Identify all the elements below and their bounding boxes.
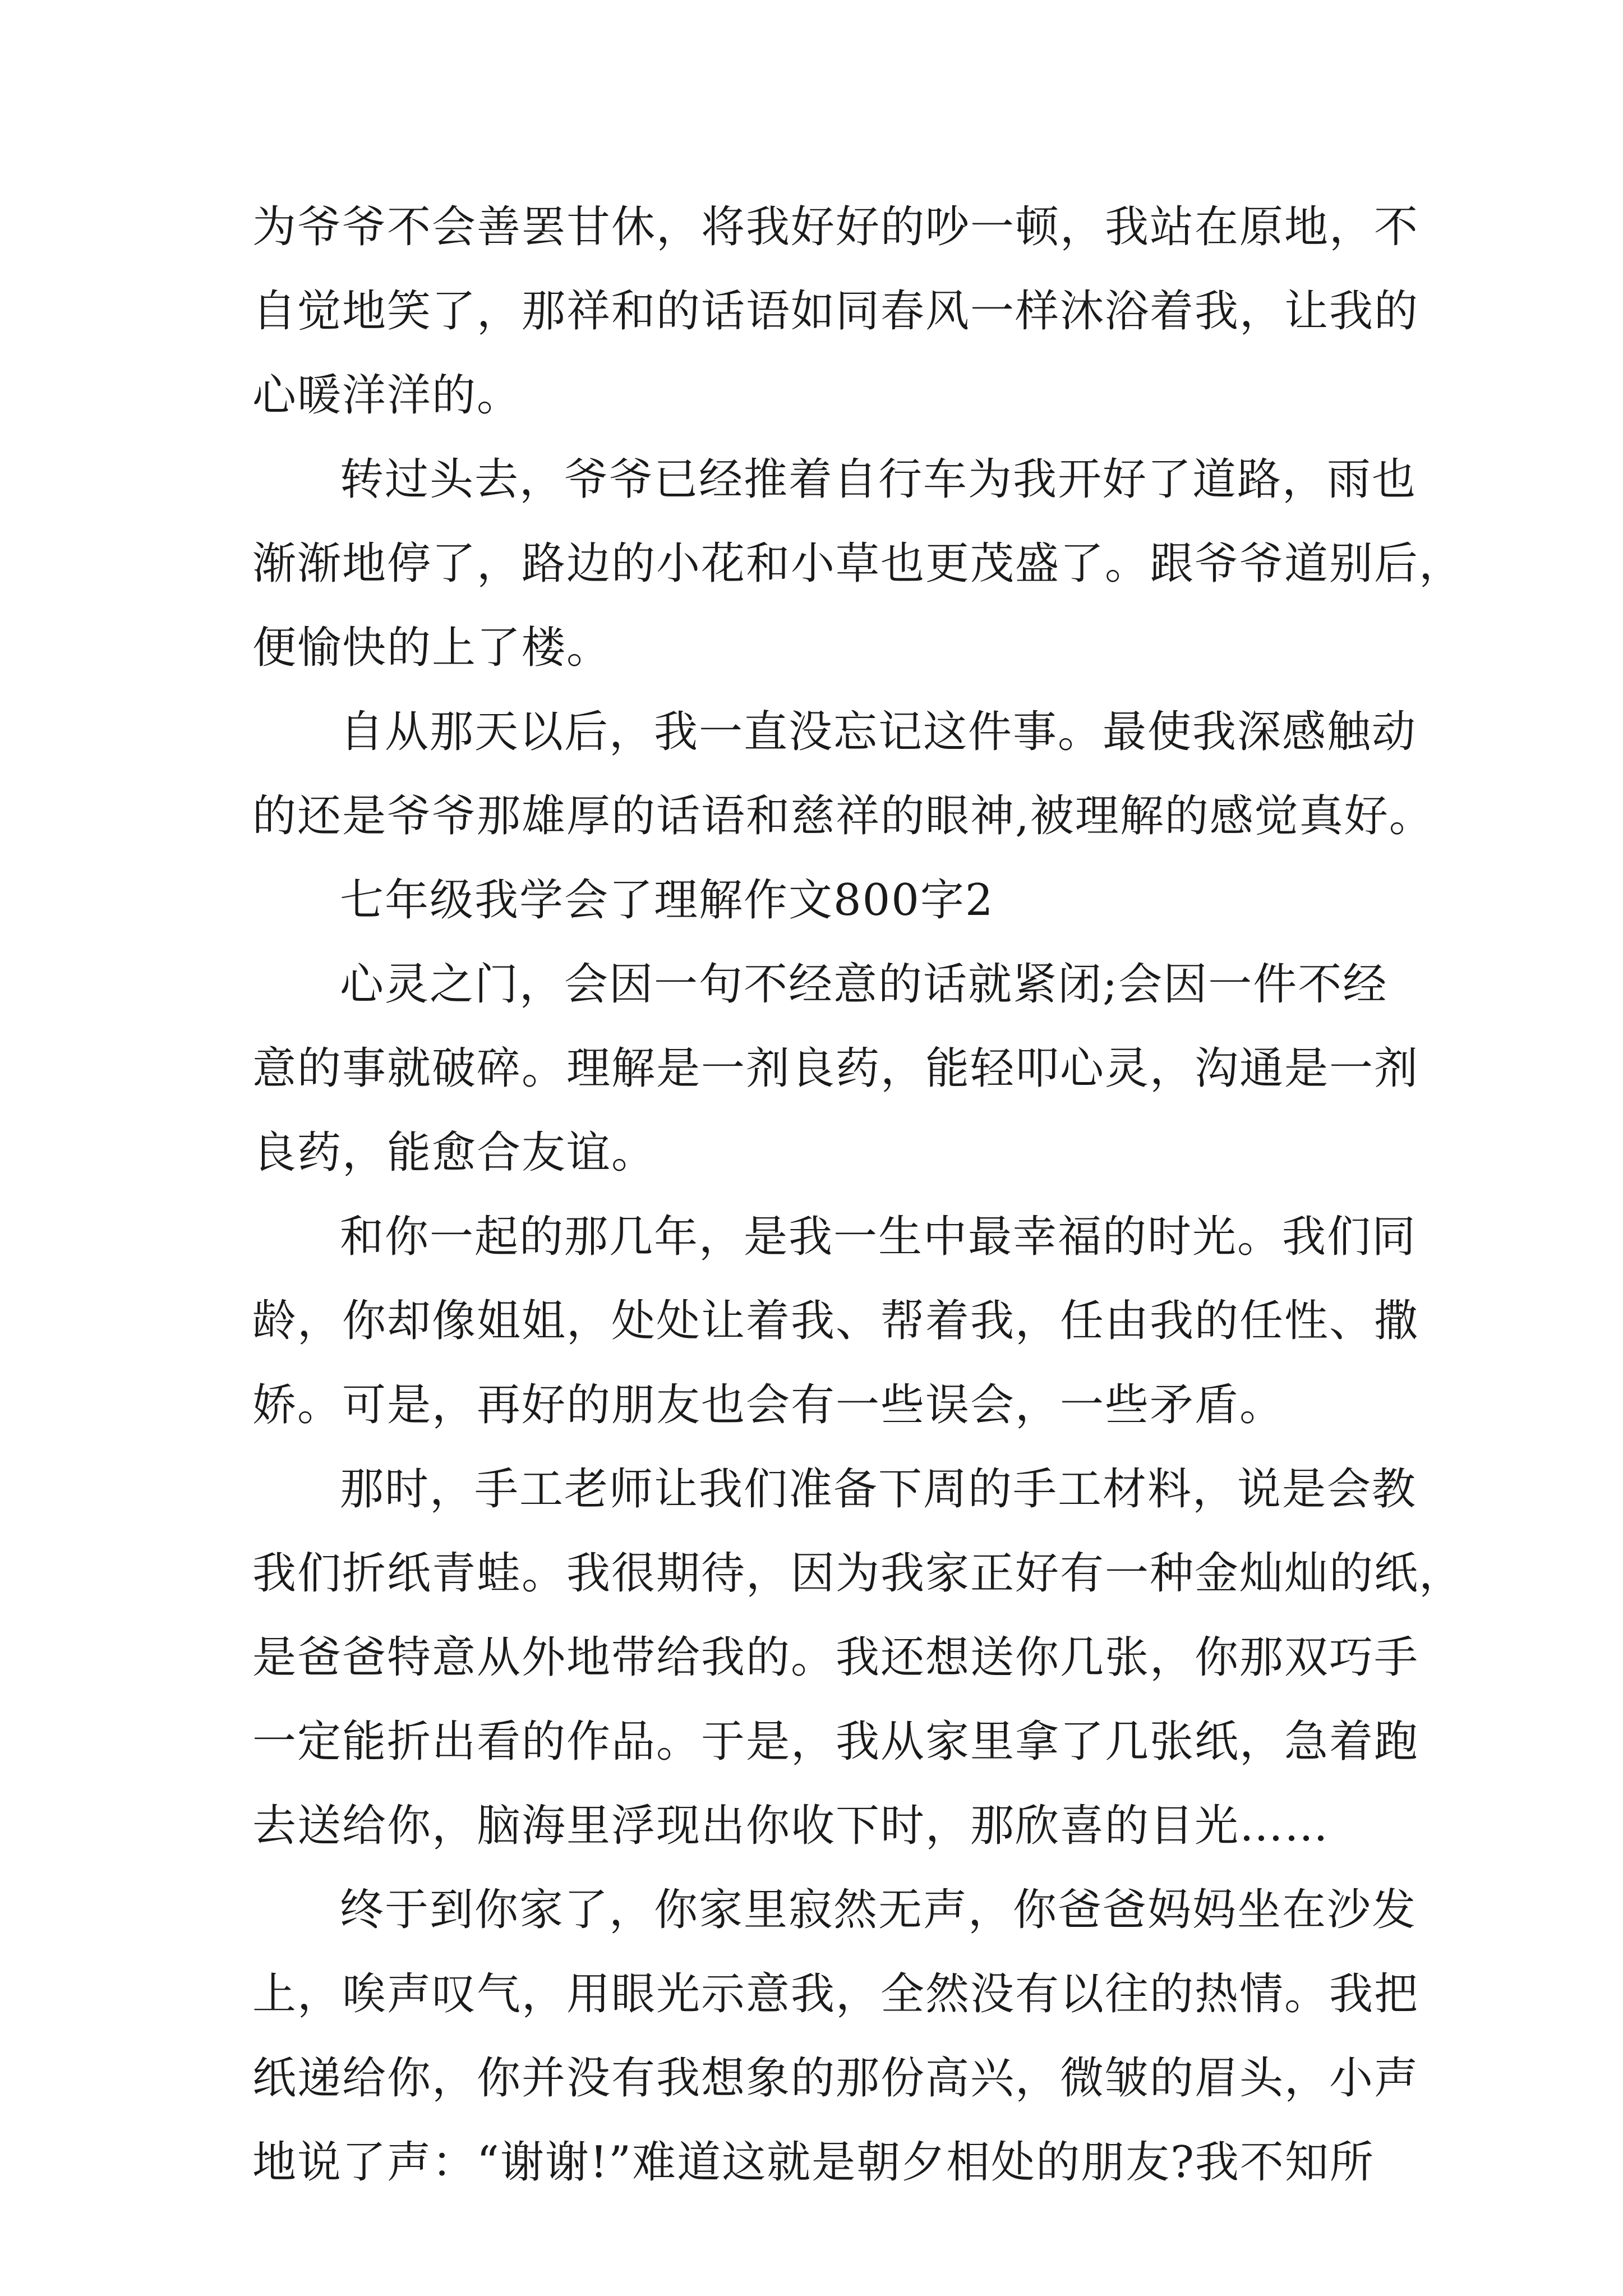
text-line: 渐渐地停了，路边的小花和小草也更茂盛了。跟爷爷道别后， (252, 539, 1464, 589)
text-line: 去送给你，脑海里浮现出你收下时，那欣喜的目光…… (252, 1801, 1330, 1851)
text-line: 娇。可是，再好的朋友也会有一些误会，一些矛盾。 (252, 1380, 1285, 1430)
document-body (252, 185, 1464, 2205)
text-line: 和你一起的那几年，是我一生中最幸福的时光。我们同 (340, 1212, 1417, 1262)
text-line: 自觉地笑了，那祥和的话语如同春风一样沐浴着我，让我的 (252, 286, 1419, 337)
text-line: 那时，手工老师让我们准备下周的手工材料，说是会教 (340, 1464, 1417, 1515)
text-line: 一定能折出看的作品。于是，我从家里拿了几张纸，急着跑 (252, 1717, 1419, 1767)
text-line: 为爷爷不会善罢甘休，将我好好的吵一顿，我站在原地，不 (252, 202, 1419, 252)
text-line: 心灵之门，会因一句不经意的话就紧闭;会因一件不经 (340, 959, 1388, 1010)
text-line: 龄，你却像姐姐，处处让着我、帮着我，任由我的任性、撒 (252, 1296, 1419, 1346)
essay-title: 七年级我学会了理解作文800字2 (340, 875, 994, 926)
text-line: 便愉快的上了楼。 (252, 623, 612, 673)
text-line: 心暖洋洋的。 (252, 370, 522, 421)
text-line: 纸递给你，你并没有我想象的那份高兴，微皱的眉头，小声 (252, 2053, 1419, 2104)
text-line: 我们折纸青蛙。我很期待，因为我家正好有一种金灿灿的纸， (252, 1548, 1464, 1599)
text-line: 转过头去，爷爷已经推着自行车为我开好了道路，雨也 (340, 454, 1417, 505)
text-line: 终于到你家了，你家里寂然无声，你爸爸妈妈坐在沙发 (340, 1885, 1417, 1935)
text-line: 自从那天以后，我一直没忘记这件事。最使我深感触动 (340, 707, 1417, 757)
text-line: 的还是爷爷那雄厚的话语和慈祥的眼神,被理解的感觉真好。 (252, 791, 1434, 841)
text-line: 良药，能愈合友谊。 (252, 1128, 657, 1178)
text-line: 意的事就破碎。理解是一剂良药，能轻叩心灵，沟通是一剂 (252, 1043, 1419, 1094)
text-line: 上，唉声叹气，用眼光示意我，全然没有以往的热情。我把 (252, 1969, 1419, 2019)
text-line: 地说了声：“谢谢!”难道这就是朝夕相处的朋友?我不知所 (252, 2137, 1375, 2188)
text-line: 是爸爸特意从外地带给我的。我还想送你几张，你那双巧手 (252, 1632, 1419, 1683)
